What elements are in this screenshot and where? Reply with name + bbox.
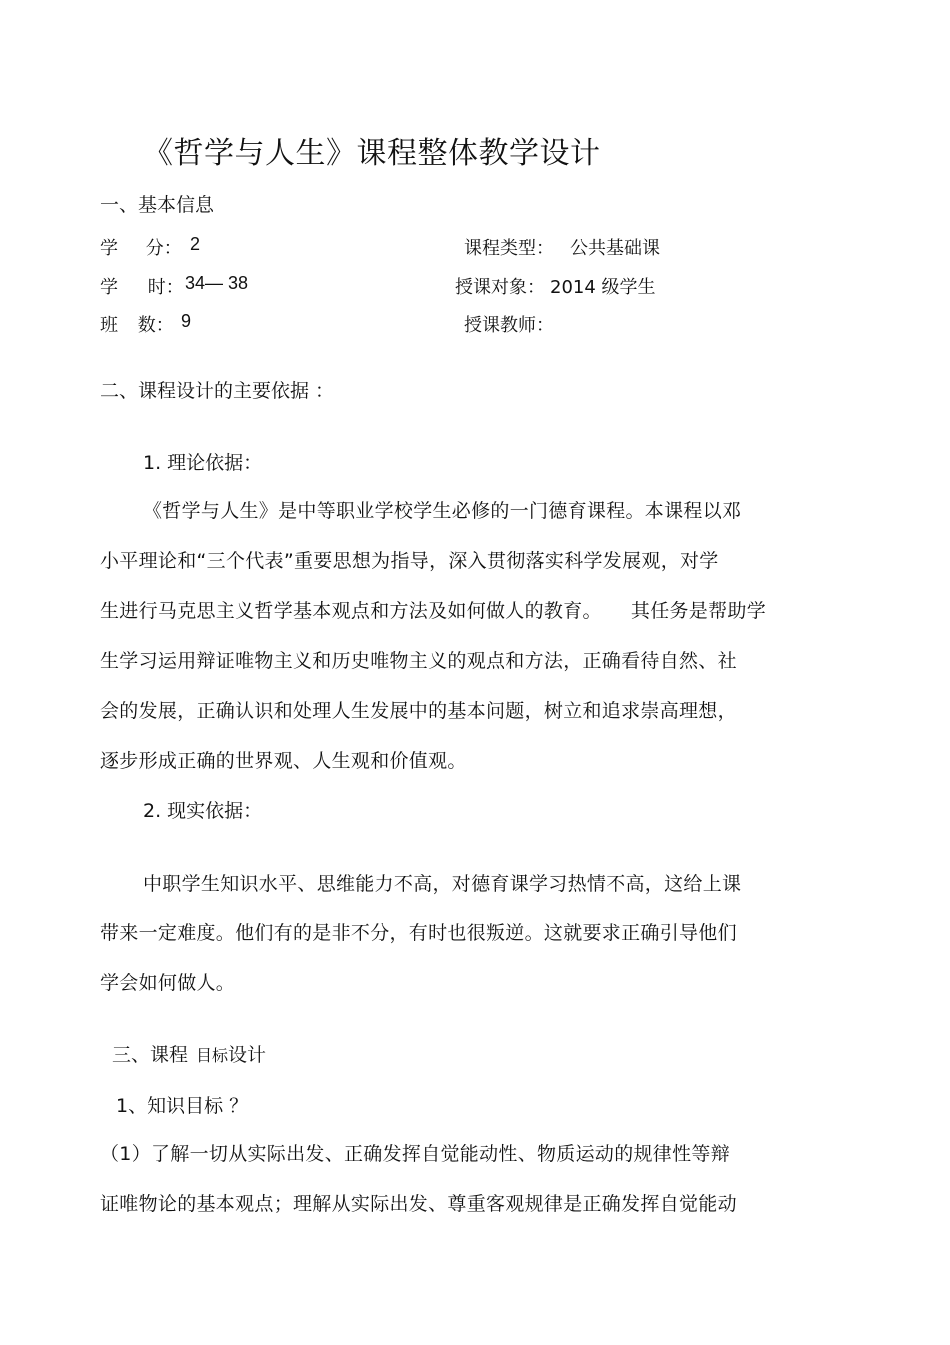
paragraph-line: 学会如何做人。 [100, 972, 236, 994]
course-type-value: 公共基础课 [570, 238, 660, 259]
teacher-label: 授课教师： [464, 315, 554, 336]
theory-basis-heading: 1. 理论依据： [143, 452, 263, 474]
section-1-heading: 一、基本信息 [100, 194, 215, 216]
hours-value: 34— 38 [185, 273, 249, 293]
document-title: 《哲学与人生》课程整体教学设计 [143, 136, 601, 171]
reality-basis-heading: 2. 现实依据： [143, 800, 263, 822]
paragraph-line: 带来一定难度。他们有的是非不分，有时也很叛逆。这就要求正确引导他们 [100, 922, 737, 944]
hours-label: 学 时： [100, 277, 184, 298]
paragraph-line: 生进行马克思主义哲学基本观点和方法及如何做人的教育。 其任务是帮助学 [100, 600, 767, 622]
knowledge-goal-heading: 1、知识目标 ？ [116, 1095, 249, 1117]
paragraph-line: 小平理论和“三个代表”重要思想为指导，深入贯彻落实科学发展观，对学 [100, 550, 719, 572]
paragraph-line: 中职学生知识水平、思维能力不高，对德育课学习热情不高，这给上课 [143, 873, 742, 895]
paragraph-line: 逐步形成正确的世界观、人生观和价值观。 [100, 750, 467, 772]
section-3-heading-part: 目标 [196, 1046, 229, 1065]
course-type-label: 课程类型： [464, 238, 554, 259]
audience-label: 授课对象： [455, 277, 545, 298]
classes-label: 班 数： [100, 315, 174, 336]
section-3-heading-part: 三、课程 [112, 1044, 189, 1066]
credits-value: 2 [190, 234, 201, 254]
paragraph-line: 《哲学与人生》是中等职业学校学生必修的一门德育课程。本课程以邓 [143, 500, 742, 522]
audience-value: 2014 级学生 [550, 277, 656, 298]
section-2-heading: 二、课程设计的主要依据 ： [100, 380, 335, 402]
paragraph-line: 会的发展，正确认识和处理人生发展中的基本问题，树立和追求崇高理想， [100, 700, 737, 722]
paragraph-line: （1）了解一切从实际出发、正确发挥自觉能动性、物质运动的规律性等辩 [100, 1143, 730, 1165]
section-3-heading [112, 1040, 266, 1067]
section-3-heading-part: 设计 [228, 1044, 267, 1066]
paragraph-line: 生学习运用辩证唯物主义和历史唯物主义的观点和方法，正确看待自然、社 [100, 650, 737, 672]
classes-value: 9 [181, 311, 192, 331]
credits-label: 学 分： [100, 238, 182, 259]
paragraph-line: 证唯物论的基本观点；理解从实际出发、尊重客观规律是正确发挥自觉能动 [100, 1193, 737, 1215]
